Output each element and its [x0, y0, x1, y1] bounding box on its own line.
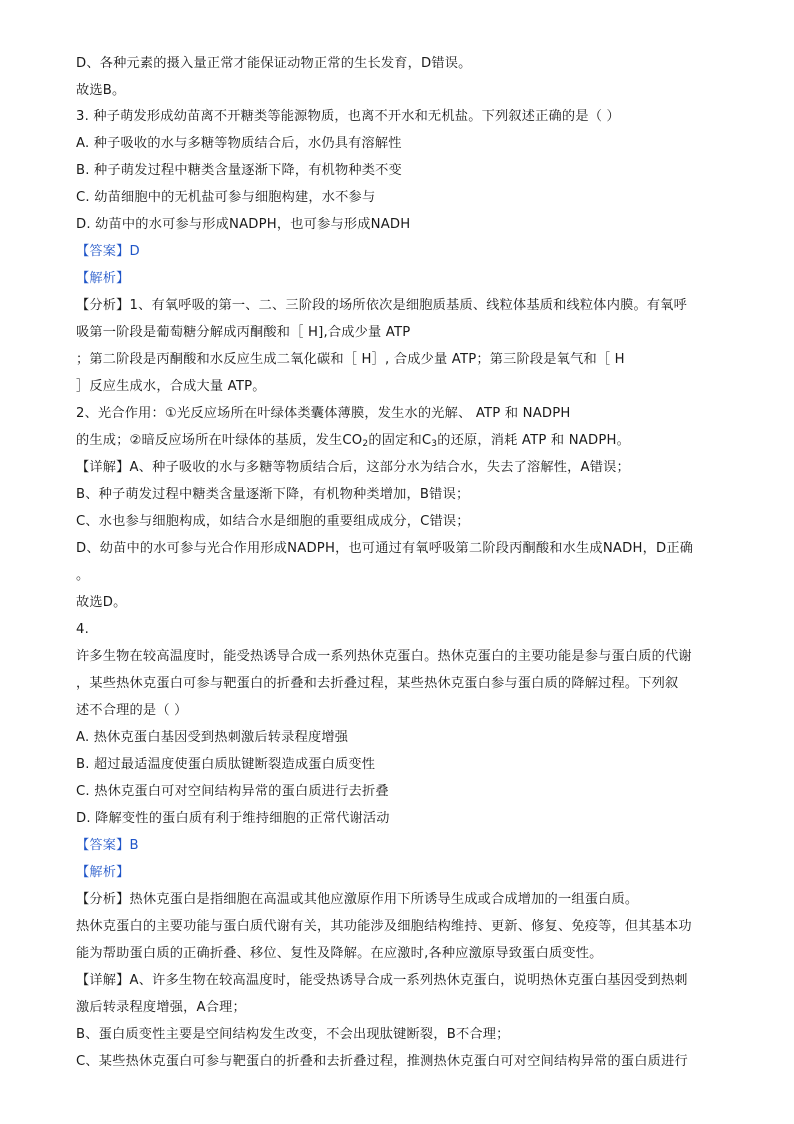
option-d: D. 降解变性的蛋白质有利于维持细胞的正常代谢活动 [76, 811, 390, 826]
question-4-stem: ，某些热休克蛋白可参与靶蛋白的折叠和去折叠过程，某些热休克蛋白参与蛋白质的降解过程。下列叙 [76, 676, 679, 691]
text-line: 吸第一阶段是葡萄糖分解成丙酮酸和［ H],合成少量 ATP [76, 325, 411, 340]
detail-line: 【详解】A、种子吸收的水与多糖等物质结合后，这部分水为结合水，失去了溶解性，A错误； [76, 460, 630, 475]
option-a: A. 热休克蛋白基因受到热刺激后转录程度增强 [76, 730, 349, 745]
option-c: C. 热休克蛋白可对空间结构异常的蛋白质进行去折叠 [76, 784, 389, 799]
text-line: 【分析】1、有氧呼吸的第一、二、三阶段的场所依次是细胞质基质、线粒体基质和线粒体内膜。有氧呼 [76, 298, 688, 313]
question-3-stem: 3. 种子萌发形成幼苗离不开糖类等能源物质，也离不开水和无机盐。下列叙述正确的是（ ） [76, 109, 620, 124]
option-a: A. 种子吸收的水与多糖等物质结合后，水仍具有溶解性 [76, 136, 402, 151]
text-line: C、水也参与细胞构成，如结合水是细胞的重要组成成分，C错误； [76, 514, 470, 529]
text-line: D、幼苗中的水可参与光合作用形成NADPH，也可通过有氧呼吸第二阶段丙酮酸和水生成NADH，D正确 [76, 541, 694, 556]
text-line: D、各种元素的摄入量正常才能保证动物正常的生长发育，D错误。 [76, 56, 472, 71]
text-line: 2、光合作用：①光反应场所在叶绿体类囊体薄膜，发生水的光解、 ATP 和 NADPH [76, 406, 571, 421]
text-line: 。 [76, 568, 90, 583]
subscript: 3 [431, 439, 438, 449]
analysis-label: 【解析】 [76, 865, 130, 880]
text-line: 【详解】A、许多生物在较高温度时，能受热诱导合成一系列热休克蛋白，说明热休克蛋白基因受到热刺 [76, 973, 688, 988]
text-line: B、蛋白质变性主要是空间结构发生改变，不会出现肽键断裂，B不合理； [76, 1027, 510, 1042]
option-d: D. 幼苗中的水可参与形成NADPH，也可参与形成NADH [76, 217, 411, 232]
question-4-stem: 许多生物在较高温度时，能受热诱导合成一系列热休克蛋白。热休克蛋白的主要功能是参与蛋白质的代谢 [76, 649, 692, 664]
text-segment: 的生成；②暗反应场所在叶绿体的基质，发生CO [76, 433, 363, 448]
text-line: 激后转录程度增强，A合理； [76, 1000, 246, 1015]
text-segment: 的还原，消耗 ATP 和 NADPH。 [437, 433, 631, 448]
analysis-label: 【解析】 [76, 271, 130, 286]
option-b: B. 种子萌发过程中糖类含量逐渐下降，有机物种类不变 [76, 163, 402, 178]
text-line: 故选B。 [76, 83, 126, 98]
text-line: ］反应生成水，合成大量 ATP。 [76, 379, 266, 394]
option-b: B. 超过最适温度使蛋白质肽键断裂造成蛋白质变性 [76, 757, 376, 772]
question-4-stem: 述不合理的是（ ） [76, 703, 188, 718]
subscript: 2 [362, 439, 369, 449]
answer-label: 【答案】B [76, 838, 139, 853]
answer-label: 【答案】D [76, 244, 140, 259]
text-line-photosynthesis [76, 432, 766, 453]
text-line: 热休克蛋白的主要功能与蛋白质代谢有关，其功能涉及细胞结构维持、更新、修复、免疫等，但其基本功 [76, 919, 692, 934]
text-segment: 的固定和C [368, 433, 432, 448]
text-line: 能为帮助蛋白质的正确折叠、移位、复性及降解。在应激时,各种应激原导致蛋白质变性。 [76, 946, 603, 961]
question-4-number: 4. [76, 622, 89, 637]
option-c: C. 幼苗细胞中的无机盐可参与细胞构建，水不参与 [76, 190, 376, 205]
text-line: 故选D。 [76, 595, 127, 610]
text-line: B、种子萌发过程中糖类含量逐渐下降，有机物种类增加，B错误； [76, 487, 470, 502]
text-line: 【分析】热休克蛋白是指细胞在高温或其他应激原作用下所诱导生成或合成增加的一组蛋白质。 [76, 892, 639, 907]
text-line: ；第二阶段是丙酮酸和水反应生成二氧化碳和［ H］, 合成少量 ATP；第三阶段是氧气和［ H [76, 352, 625, 367]
text-line: C、某些热休克蛋白可参与靶蛋白的折叠和去折叠过程，推测热休克蛋白可对空间结构异常的蛋白质进行 [76, 1054, 688, 1069]
